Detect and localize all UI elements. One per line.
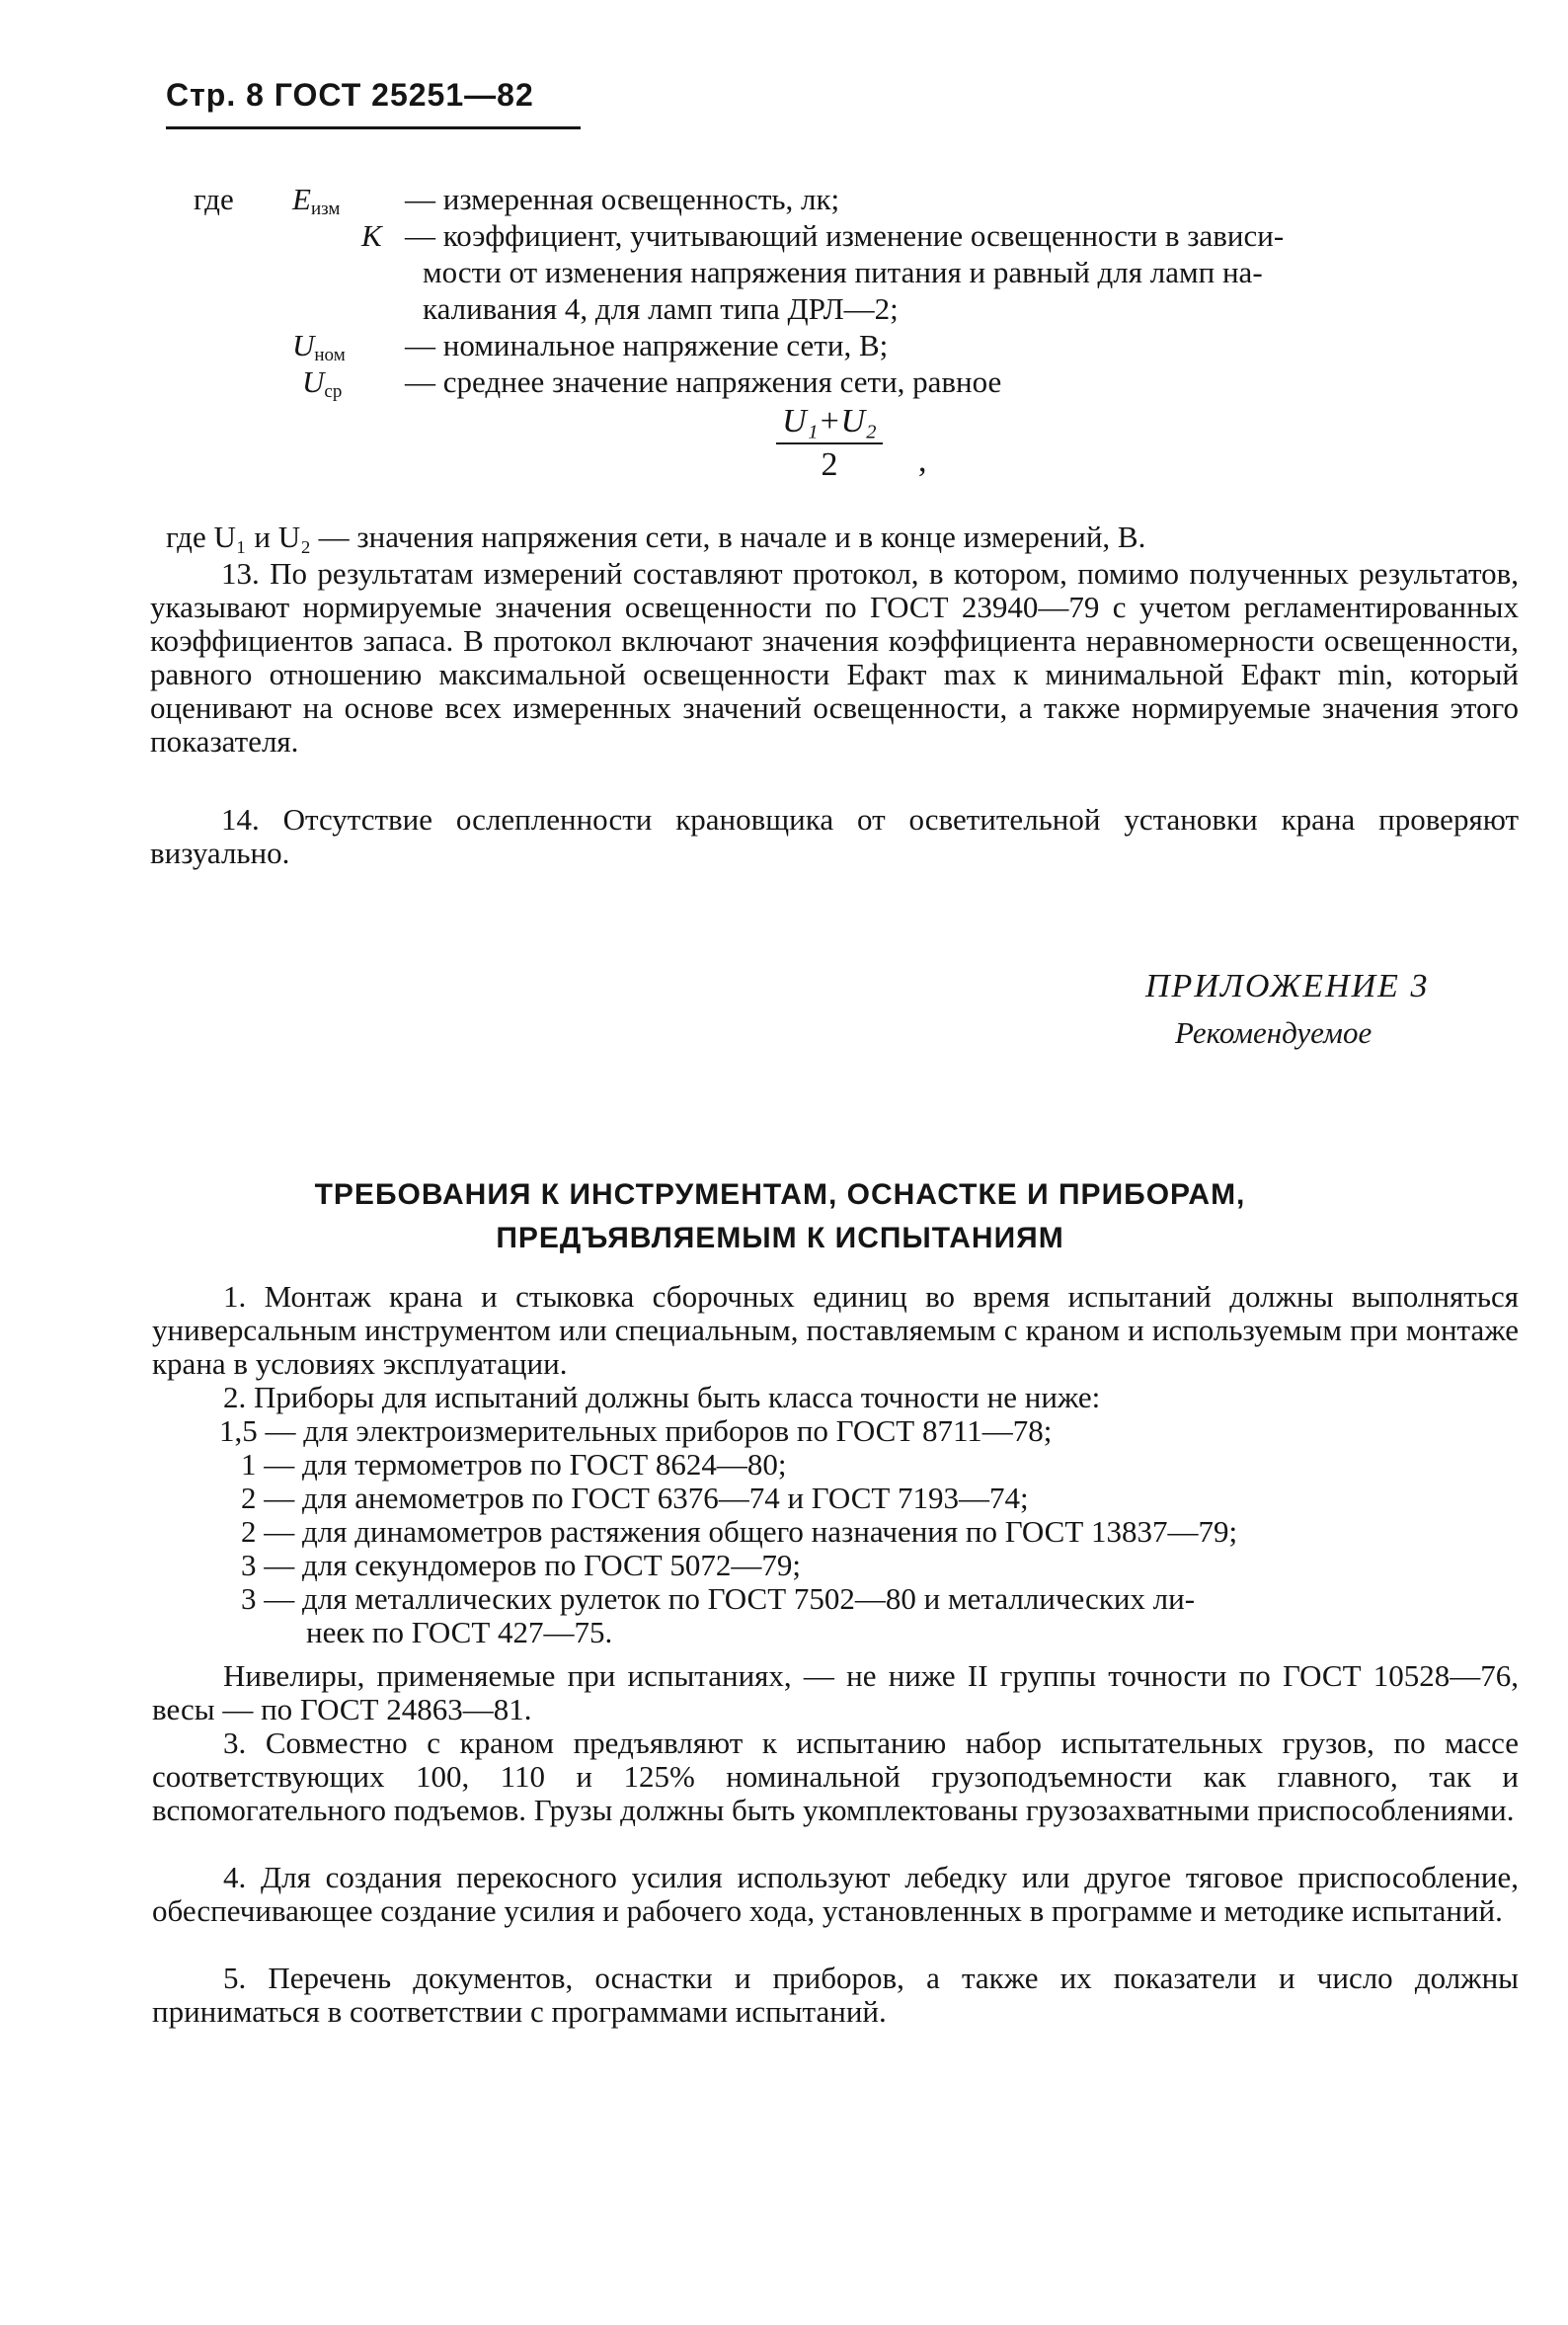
definition-k-cont2: каливания 4, для ламп типа ДРЛ—2; [423, 291, 899, 326]
appendix-title-line2: ПРЕДЪЯВЛЯЕМЫМ К ИСПЫТАНИЯМ [496, 1222, 1064, 1254]
symbol-u: U [302, 364, 325, 399]
definition-e-izm [292, 181, 340, 227]
definition-u-sr-text: — среднее значение напряжения сети, равное [405, 364, 1002, 399]
symbol-u: U [292, 328, 315, 362]
appendix-kind: Рекомендуемое [1175, 1015, 1372, 1050]
appendix-number: ПРИЛОЖЕНИЕ 3 [1145, 968, 1430, 1004]
definition-k [361, 217, 382, 254]
appendix-item-2: 2. Приборы для испытаний должны быть класса точности не ниже: [223, 1380, 1101, 1414]
paragraph-14: 14. Отсутствие ослепленности крановщика от осветительной установки крана проверяют визуально. [150, 802, 1519, 870]
levels-paragraph: Нивелиры, применяемые при испытаниях, — не ниже II группы точности по ГОСТ 10528—76, весы — по ГОСТ 24863—81. [152, 1658, 1519, 1726]
accuracy-list-item: 3 — для секундомеров по ГОСТ 5072—79; [241, 1548, 802, 1582]
appendix-item-5: 5. Перечень документов, оснастки и приборов, а также их показатели и число должны приниматься в соответствии с программами испытаний. [152, 1961, 1519, 2029]
accuracy-list-item: 3 — для металлических рулеток по ГОСТ 7502—80 и металлических ли- [241, 1581, 1196, 1616]
where-label: где [194, 182, 234, 216]
definition-k-cont1: мости от изменения напряжения питания и равный для ламп на- [423, 255, 1263, 289]
header-rule [166, 126, 581, 129]
accuracy-list-item: 2 — для динамометров растяжения общего назначения по ГОСТ 13837—79; [241, 1514, 1238, 1549]
where-u1-u2: где U₁ и U₂ — значения напряжения сети, в начале и в конце измерений, В. [166, 520, 1146, 554]
page-header: Стр. 8 ГОСТ 25251—82 [166, 77, 534, 113]
appendix-item-1: 1. Монтаж крана и стыковка сборочных единиц во время испытаний должны выполняться универсальным инструментом или специальным, поставляемым с краном и используемым при монтаже крана в условиях эксплуатации. [152, 1279, 1519, 1381]
accuracy-list-item: 1,5 — для электроизмерительных приборов по ГОСТ 8711—78; [219, 1413, 1053, 1448]
fraction-numerator: U₁+U₂ [776, 403, 883, 444]
subscript-izm: изм [310, 199, 341, 219]
accuracy-list-item: 2 — для анемометров по ГОСТ 6376—74 и ГОСТ 7193—74; [241, 1481, 1029, 1515]
symbol-k: K [361, 218, 382, 253]
average-voltage-fraction [770, 403, 889, 484]
definition-k-text: — коэффициент, учитывающий изменение освещенности в зависи- [405, 218, 1285, 253]
definition-e-izm-text: — измеренная освещенность, лк; [405, 182, 840, 216]
subscript-nom: ном [314, 345, 346, 365]
paragraph-13: 13. По результатам измерений составляют протокол, в котором, помимо полученных результатов, указывают нормируемые значения освещенности по ГОСТ 23940—79 с учетом регламентированных коэффициентов запаса. В протокол включают значения коэффициента неравномерности освещенности, равного отношению максимальной освещенности Eфакт max к минимальной Eфакт min, который оценивают на основе всех измеренных значений освещенности, а также нормируемые значения этого показателя. [150, 556, 1519, 759]
definition-u-sr [302, 363, 342, 410]
definition-u-nom-text: — номинальное напряжение сети, В; [405, 328, 889, 362]
appendix-item-4: 4. Для создания перекосного усилия используют лебедку или другое тяговое приспособление, обеспечивающее создание усилия и рабочего хода, установленных в программе и методике испытаний. [152, 1860, 1519, 1928]
fraction-comma: , [918, 442, 927, 479]
accuracy-list-item: 1 — для термометров по ГОСТ 8624—80; [241, 1447, 787, 1482]
appendix-title-line1: ТРЕБОВАНИЯ К ИНСТРУМЕНТАМ, ОСНАСТКЕ И ПРИБОРАМ, [314, 1178, 1246, 1211]
symbol-e: E [292, 182, 311, 216]
appendix-title [158, 1173, 1402, 1260]
subscript-sr: ср [324, 381, 343, 402]
appendix-item-3: 3. Совместно с краном предъявляют к испытанию набор испытательных грузов, по массе соответствующих 100, 110 и 125% номинальной грузоподъемности как главного, так и вспомогательного подъемов. Грузы должны быть укомплектованы грузозахватными приспособлениями. [152, 1725, 1519, 1827]
accuracy-list-item: неек по ГОСТ 427—75. [306, 1615, 613, 1649]
fraction-denominator: 2 [821, 446, 838, 483]
